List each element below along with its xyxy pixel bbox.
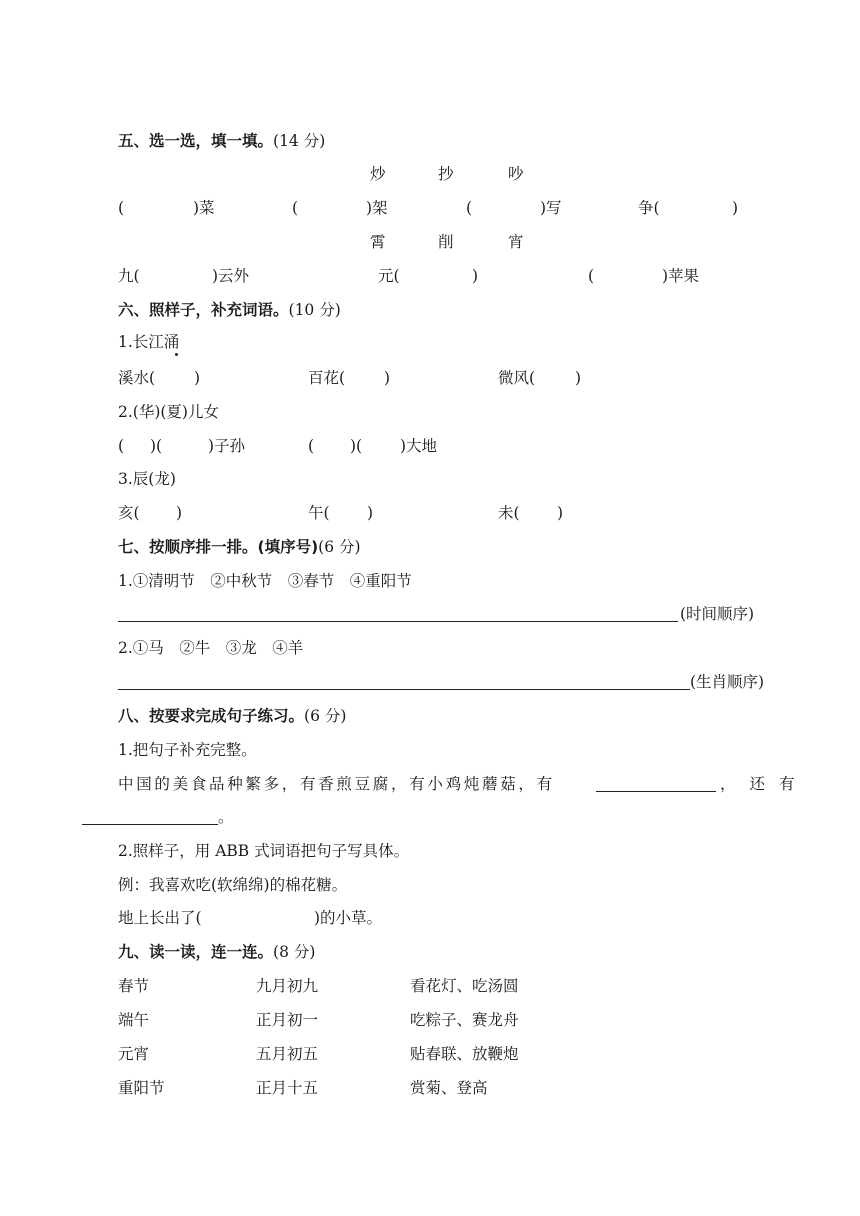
blank-close: ) <box>557 504 564 522</box>
word-blank-open: 午( <box>308 504 330 522</box>
example-1: 1.长江涌 <box>118 333 180 351</box>
festival-custom: 贴春联、放鞭炮 <box>410 1045 519 1063</box>
blank-close-word: )苹果 <box>662 267 700 285</box>
example-3: 3.辰(龙) <box>118 470 176 488</box>
festival-name: 重阳节 <box>118 1079 165 1097</box>
choice-char: 抄 <box>438 165 454 183</box>
word-blank-open: 争( <box>638 199 660 217</box>
answer-line <box>118 621 678 622</box>
blank-open: ( <box>292 199 299 217</box>
blank-close-word: )菜 <box>193 199 215 217</box>
answer-line <box>596 791 716 792</box>
section-8-score: (6 分) <box>304 707 347 725</box>
task-open: 地上长出了( <box>118 909 202 927</box>
section-5-title: 五、选一选，填一填。 <box>118 132 274 150</box>
word-blank-open: 溪水( <box>118 369 156 387</box>
emphasis-dot <box>175 353 178 356</box>
sentence-end: 。 <box>218 808 234 826</box>
word-blank-open: 九( <box>118 267 140 285</box>
task-close: )的小草。 <box>314 909 383 927</box>
choice-char: 宵 <box>508 233 524 251</box>
blank-close: ) <box>194 369 201 387</box>
choice-char: 削 <box>438 233 454 251</box>
festival-custom: 吃粽子、赛龙舟 <box>410 1011 519 1029</box>
section-9-title: 九、读一读，连一连。 <box>118 943 274 961</box>
answer-note: (时间顺序) <box>680 605 755 623</box>
word-blank-open: 亥( <box>118 504 140 522</box>
blank-close-word: )架 <box>366 199 388 217</box>
festival-name: 元宵 <box>118 1045 150 1063</box>
section-6-title: 六、照样子，补充词语。 <box>118 301 289 319</box>
section-9-score: (8 分) <box>273 943 316 961</box>
blank-open: ( <box>466 199 473 217</box>
example-2: 2.(华)(夏)儿女 <box>118 403 219 421</box>
word-blank-open: 未( <box>498 504 520 522</box>
sentence-text: 中国的美食品种繁多，有香煎豆腐，有小鸡炖蘑菇，有 <box>118 775 555 793</box>
answer-line <box>82 824 218 825</box>
section-5-score: (14 分) <box>273 132 326 150</box>
festival-custom: 赏菊、登高 <box>410 1079 488 1097</box>
festival-name: 端午 <box>118 1011 150 1029</box>
festival-date: 正月十五 <box>256 1079 319 1097</box>
word-blank-open: 百花( <box>308 369 346 387</box>
blank-close-open: )( <box>350 437 363 455</box>
sentence-text: ，还有 <box>720 775 809 793</box>
question-7-2: 2.①马 ②牛 ③龙 ④羊 <box>118 639 304 657</box>
festival-date: 正月初一 <box>256 1011 319 1029</box>
blank-close-word: )写 <box>540 199 562 217</box>
festival-name: 春节 <box>118 977 150 995</box>
section-7-score: (6 分) <box>318 538 361 556</box>
question-7-1: 1.①清明节 ②中秋节 ③春节 ④重阳节 <box>118 572 412 590</box>
blank-close-word: )大地 <box>400 437 438 455</box>
section-8-title: 八、按要求完成句子练习。 <box>118 707 305 725</box>
choice-char: 吵 <box>508 165 524 183</box>
section-6-score: (10 分) <box>288 301 341 319</box>
blank-close: ) <box>732 199 739 217</box>
word-blank-open: 元( <box>378 267 400 285</box>
question-8-2: 2.照样子，用 ABB 式词语把句子写具体。 <box>118 842 410 860</box>
festival-date: 九月初九 <box>256 977 319 995</box>
blank-close: ) <box>384 369 391 387</box>
word-blank-open: 微风( <box>498 369 536 387</box>
section-5-heading <box>118 131 325 151</box>
section-7-title: 七、按顺序排一排。(填序号) <box>118 538 319 556</box>
blank-close: ) <box>367 504 374 522</box>
choice-char: 霄 <box>370 233 386 251</box>
blank-open: ( <box>118 437 125 455</box>
festival-date: 五月初五 <box>256 1045 319 1063</box>
answer-line <box>118 689 690 690</box>
blank-close: ) <box>472 267 479 285</box>
blank-close: ) <box>575 369 582 387</box>
blank-open: ( <box>308 437 315 455</box>
blank-close-word: )子孙 <box>208 437 246 455</box>
blank-open: ( <box>118 199 125 217</box>
example-sentence: 例：我喜欢吃(软绵绵)的棉花糖。 <box>118 876 348 894</box>
answer-note: (生肖顺序) <box>690 673 765 691</box>
choice-char: 炒 <box>370 165 386 183</box>
blank-close-open: )( <box>150 437 163 455</box>
section-7-heading <box>118 537 361 557</box>
blank-close: ) <box>176 504 183 522</box>
blank-open: ( <box>588 267 595 285</box>
section-6-heading <box>118 300 341 320</box>
question-8-1: 1.把句子补充完整。 <box>118 741 257 759</box>
festival-custom: 看花灯、吃汤圆 <box>410 977 519 995</box>
section-8-heading <box>118 706 346 726</box>
section-9-heading <box>118 942 315 962</box>
blank-close-word: )云外 <box>212 267 250 285</box>
